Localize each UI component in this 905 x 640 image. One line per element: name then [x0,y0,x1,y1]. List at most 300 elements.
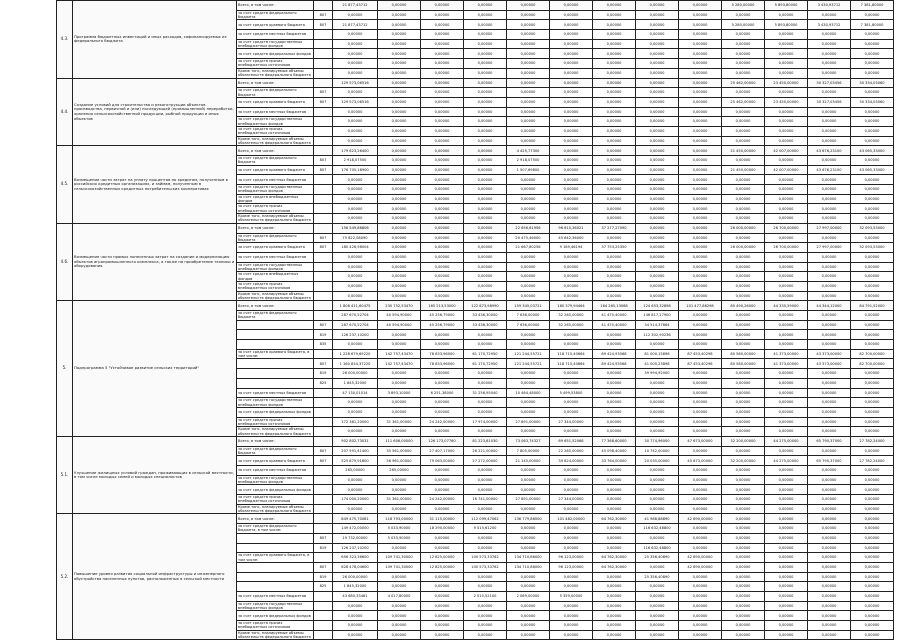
amount-cell: 0,00000 [636,582,679,592]
amount-cell: 0,00000 [550,117,593,127]
amount-cell: 0,00000 [464,243,507,253]
amount-cell: 0,00000 [507,117,550,127]
amount-cell: 30 334,03060 [851,97,894,107]
amount-cell: 0,00000 [636,194,679,204]
amount-cell: 0,00000 [636,175,679,185]
amount-cell: 109 741,30000 [378,553,421,563]
amount-cell: 0,00000 [507,78,550,88]
amount-cell: 5 280,00000 [722,20,765,30]
amount-cell: 27 344,00000 [550,495,593,505]
amount-cell: 0,00000 [593,417,636,427]
amount-cell: 0,00000 [636,10,679,20]
amount-cell: 0,00000 [593,97,636,107]
amount-cell: 0,00000 [765,417,808,427]
amount-cell: 142 757,43470 [378,349,421,359]
budget-code-cell [314,185,333,195]
amount-cell: 0,00000 [378,378,421,388]
amount-cell: 0,00000 [507,88,550,98]
amount-cell: 0,00000 [679,320,722,330]
amount-cell: 0,00000 [550,165,593,175]
amount-cell: 134 710,86000 [507,553,550,563]
amount-cell: 0,00000 [636,252,679,262]
amount-cell: 0,00000 [378,126,421,136]
funding-source-label: за счет средств местных бюджетов [237,107,314,117]
budget-code-cell [314,591,333,601]
amount-cell: 0,00000 [464,611,507,621]
amount-cell: 0,00000 [851,504,894,514]
amount-cell: 0,00000 [464,117,507,127]
amount-cell: 0,00000 [679,175,722,185]
amount-cell: 0,00000 [722,553,765,563]
amount-cell: 0,00000 [333,194,378,204]
amount-cell: 0,00000 [679,59,722,69]
amount-cell: 32 265,00000 [550,311,593,321]
amount-cell: 2 069,00000 [507,591,550,601]
amount-cell: 109 741,30000 [378,562,421,572]
section-index: 4.3. [57,1,73,79]
amount-cell: 0,00000 [550,252,593,262]
amount-cell: 0,00000 [851,582,894,592]
amount-cell: 0,00000 [765,504,808,514]
amount-cell: 0,00000 [722,39,765,49]
budget-code-cell: 807 [314,97,333,107]
amount-cell: 0,00000 [550,39,593,49]
amount-cell: 0,00000 [464,272,507,282]
amount-cell: 0,00000 [808,582,851,592]
amount-cell: 0,00000 [765,233,808,243]
amount-cell: 7 381,80000 [851,1,894,11]
amount-cell: 0,00000 [765,175,808,185]
amount-cell: 61 170,72950 [464,349,507,359]
amount-cell: 0,00000 [421,582,464,592]
amount-cell: 0,00000 [550,136,593,146]
amount-cell: 27 891,00000 [507,417,550,427]
amount-cell: 12 825,00000 [421,553,464,563]
amount-cell: 5 033,90000 [378,524,421,534]
amount-cell: 0,00000 [421,572,464,582]
amount-cell: 0,00000 [765,107,808,117]
amount-cell: 26 700,00000 [765,223,808,233]
amount-cell: 0,00000 [464,601,507,611]
amount-cell: 0,00000 [378,10,421,20]
amount-cell: 0,00000 [722,10,765,20]
amount-cell: 32 093,53000 [851,223,894,233]
amount-cell: 0,00000 [593,175,636,185]
amount-cell: 0,00000 [378,572,421,582]
amount-cell: 0,00000 [636,107,679,117]
amount-cell: 0,00000 [333,485,378,495]
amount-cell: 0,00000 [333,611,378,621]
amount-cell: 0,00000 [378,398,421,408]
amount-cell: 0,00000 [593,49,636,59]
amount-cell: 0,00000 [421,185,464,195]
amount-cell: 0,00000 [808,621,851,631]
amount-cell: 0,00000 [636,165,679,175]
amount-cell: 0,00000 [593,78,636,88]
budget-code-cell [314,514,333,524]
amount-cell: 0,00000 [679,194,722,204]
amount-cell: 0,00000 [507,185,550,195]
amount-cell: 0,00000 [636,59,679,69]
amount-cell: 5 499,53800 [550,388,593,398]
amount-cell: 0,00000 [333,340,378,350]
amount-cell: 0,00000 [421,291,464,301]
budget-code-cell: 819 [314,543,333,553]
amount-cell: 0,00000 [464,1,507,11]
amount-cell: 0,00000 [808,68,851,78]
amount-cell: 20 035,00000 [636,456,679,466]
amount-cell: 56 961,00000 [378,456,421,466]
amount-cell: 0,00000 [765,252,808,262]
amount-cell: 0,00000 [765,10,808,20]
amount-cell: 0,00000 [679,49,722,59]
amount-cell: 31 361,00000 [378,495,421,505]
amount-cell: 0,00000 [464,49,507,59]
amount-cell: 0,00000 [421,126,464,136]
amount-cell: 0,00000 [765,330,808,340]
amount-cell: 0,00000 [722,407,765,417]
amount-cell: 0,00000 [550,185,593,195]
amount-cell: 0,00000 [378,582,421,592]
amount-cell: 0,00000 [378,369,421,379]
section-name: Возмещение части прямых понесенных затрат на создание и модернизацию объектов агропромышленного комплекса, а также на приобретение техники и оборудования [73,223,237,301]
funding-source-label: за счет средств федерального бюджета, в том числе: [237,524,314,534]
amount-cell: 1 228 679,69220 [333,349,378,359]
funding-source-label: за счет средств прочих внебюджетных источников [237,495,314,505]
amount-cell: 0,00000 [421,543,464,553]
amount-cell: 30 327,03456 [808,78,851,88]
amount-cell: 0,00000 [378,630,421,640]
amount-cell: 0,00000 [421,340,464,350]
amount-cell: 0,00000 [464,39,507,49]
amount-cell: 44 275,00000 [765,456,808,466]
amount-cell: 0,00000 [593,378,636,388]
amount-cell: 26 221,00000 [464,446,507,456]
amount-cell: 0,00000 [636,39,679,49]
amount-cell: 0,00000 [464,340,507,350]
amount-cell: 0,00000 [851,233,894,243]
amount-cell: 0,00000 [851,320,894,330]
amount-cell: 179 623,26400 [333,146,378,156]
amount-cell: 0,00000 [593,59,636,69]
budget-code-cell: 807 [314,20,333,30]
amount-cell: 0,00000 [765,185,808,195]
budget-code-cell [314,407,333,417]
amount-cell: 0,00000 [808,291,851,301]
amount-cell: 0,00000 [593,136,636,146]
funding-source-label: за счет средств федерального бюджета [237,10,314,20]
amount-cell: 43 676,23100 [808,146,851,156]
amount-cell: 0,00000 [722,311,765,321]
amount-cell: 121 244,55721 [507,349,550,359]
amount-cell: 180 379,94464 [550,301,593,311]
amount-cell: 21 877,43712 [333,20,378,30]
amount-cell: 0,00000 [722,427,765,437]
amount-cell: 0,00000 [378,107,421,117]
funding-source-label: за счет средств федерального бюджета [237,446,314,456]
amount-cell: 0,00000 [421,369,464,379]
amount-cell: 0,00000 [808,417,851,427]
amount-cell: 1 845,32000 [333,582,378,592]
amount-cell: 0,00000 [550,330,593,340]
amount-cell: 0,00000 [507,369,550,379]
amount-cell: 31 361,00000 [378,417,421,427]
amount-cell: 45 098,40000 [593,446,636,456]
amount-cell: 0,00000 [808,514,851,524]
funding-source-label [237,572,314,582]
amount-cell: 0,00000 [722,398,765,408]
amount-cell: 0,00000 [679,97,722,107]
amount-cell: 0,00000 [550,281,593,291]
amount-cell: 0,00000 [636,78,679,88]
amount-cell: 64 762,30000 [593,562,636,572]
amount-cell: 0,00000 [808,185,851,195]
budget-code-cell [314,281,333,291]
budget-code-cell: 819 [314,572,333,582]
amount-cell: 43 676,23100 [808,165,851,175]
amount-cell: 165 213,53000 [421,301,464,311]
amount-cell: 0,00000 [507,194,550,204]
amount-cell: 0,00000 [421,97,464,107]
amount-cell: 0,00000 [378,475,421,485]
amount-cell: 0,00000 [722,59,765,69]
amount-cell: 0,00000 [722,214,765,224]
budget-code-cell [314,59,333,69]
budget-code-cell: 819 [314,330,333,340]
amount-cell: 0,00000 [808,524,851,534]
funding-source-label: Кроме того, планируемые объемы обязательств федерального бюджета [237,427,314,437]
amount-cell: 31 115,00000 [421,514,464,524]
funding-source-label: за счет средств государственных внебюджетных фондов [237,601,314,611]
amount-cell: 43 680,33481 [333,591,378,601]
amount-cell: 0,00000 [550,204,593,214]
amount-cell: 0,00000 [679,291,722,301]
amount-cell: 0,00000 [636,621,679,631]
amount-cell: 0,00000 [851,262,894,272]
amount-cell: 0,00000 [851,543,894,553]
budget-code-cell [314,436,333,446]
amount-cell: 0,00000 [333,136,378,146]
amount-cell: 0,00000 [765,311,808,321]
amount-cell: 0,00000 [421,78,464,88]
amount-cell: 0,00000 [333,107,378,117]
amount-cell: 0,00000 [722,107,765,117]
amount-cell: 81 000,15898 [636,349,679,359]
amount-cell: 0,00000 [333,204,378,214]
amount-cell: 0,00000 [851,630,894,640]
amount-cell: 0,00000 [765,398,808,408]
amount-cell: 10 464,48000 [507,388,550,398]
amount-cell: 0,00000 [636,49,679,59]
amount-cell: 0,00000 [808,262,851,272]
amount-cell: 0,00000 [593,107,636,117]
amount-cell: 42 890,00000 [679,553,722,563]
amount-cell: 0,00000 [851,601,894,611]
amount-cell: 0,00000 [507,475,550,485]
amount-cell: 0,00000 [765,427,808,437]
amount-cell: 0,00000 [851,39,894,49]
amount-cell: 122 873,98990 [464,301,507,311]
amount-cell: 0,00000 [507,524,550,534]
amount-cell: 0,00000 [378,78,421,88]
amount-cell: 0,00000 [464,88,507,98]
amount-cell: 0,00000 [808,281,851,291]
amount-cell: 25 462,00000 [722,97,765,107]
amount-cell: 75 622,08090 [333,233,378,243]
funding-source-label: за счет средств местных бюджетов [237,30,314,40]
amount-cell: 134 710,86000 [507,562,550,572]
amount-cell: 0,00000 [722,369,765,379]
amount-cell: 3 430,93712 [808,1,851,11]
funding-source-label: за счет средств краевого бюджета [237,20,314,30]
amount-cell: 0,00000 [421,330,464,340]
amount-cell: 0,00000 [851,204,894,214]
amount-cell: 0,00000 [679,388,722,398]
amount-cell: 0,00000 [421,272,464,282]
amount-cell: 0,00000 [464,504,507,514]
amount-cell: 0,00000 [464,582,507,592]
amount-cell: 0,00000 [593,504,636,514]
amount-cell: 0,00000 [593,591,636,601]
amount-cell: 0,00000 [378,252,421,262]
amount-cell: 0,00000 [808,611,851,621]
funding-source-label: за счет средств государственных внебюджетных фондов [237,117,314,127]
amount-cell: 0,00000 [421,1,464,11]
amount-cell: 0,00000 [464,30,507,40]
amount-cell: 0,00000 [464,252,507,262]
amount-cell: 230 752,53470 [378,301,421,311]
funding-source-label: Кроме того, планируемые объемы обязательств федерального бюджета [237,630,314,640]
amount-cell: 0,00000 [378,243,421,253]
funding-source-label: за счет средств федеральных фондов [237,49,314,59]
amount-cell: 47 673,00000 [679,436,722,446]
funding-source-label: за счет средств федерального бюджета [237,233,314,243]
amount-cell: 0,00000 [464,68,507,78]
amount-cell: 21 450,00000 [722,146,765,156]
amount-cell: 0,00000 [808,378,851,388]
amount-cell: 0,00000 [765,214,808,224]
amount-cell: 0,00000 [464,185,507,195]
amount-cell: 0,00000 [679,272,722,282]
amount-cell: 0,00000 [378,611,421,621]
amount-cell: 79 063,00000 [421,456,464,466]
amount-cell: 0,00000 [378,621,421,631]
amount-cell: 0,00000 [808,562,851,572]
amount-cell: 7 636,00000 [507,311,550,321]
amount-cell: 33 436,30000 [464,320,507,330]
amount-cell: 0,00000 [550,214,593,224]
amount-cell: 0,00000 [421,591,464,601]
amount-cell: 0,00000 [550,88,593,98]
amount-cell: 0,00000 [507,485,550,495]
amount-cell: 0,00000 [636,591,679,601]
amount-cell: 43 373,00000 [808,349,851,359]
section-name: Повышение уровня развития социальной инфраструктуры и инженерного обустройства населенных пунктов, расположенных в сельской местности [73,514,237,640]
budget-code-cell [314,262,333,272]
amount-cell: 0,00000 [333,262,378,272]
amount-cell: 0,00000 [808,495,851,505]
amount-cell: 0,00000 [333,185,378,195]
amount-cell: 0,00000 [765,340,808,350]
budget-code-cell: 807 [314,243,333,253]
amount-cell: 19 732,00000 [333,533,378,543]
amount-cell: 0,00000 [851,185,894,195]
amount-cell: 0,00000 [421,88,464,98]
amount-cell: 21 877,43712 [333,1,378,11]
amount-cell: 126 237,10200 [333,330,378,340]
amount-cell: 0,00000 [593,1,636,11]
amount-cell: 0,00000 [679,601,722,611]
amount-cell: 0,00000 [421,243,464,253]
amount-cell: 26 000,00000 [722,223,765,233]
amount-cell: 0,00000 [808,630,851,640]
amount-cell: 0,00000 [722,543,765,553]
amount-cell: 0,00000 [593,427,636,437]
funding-source-label: за счет средств прочих внебюджетных источников [237,417,314,427]
amount-cell: 5 280,00000 [722,1,765,11]
amount-cell: 0,00000 [636,1,679,11]
funding-source-label [237,562,314,572]
amount-cell: 0,00000 [378,281,421,291]
amount-cell: 96 123,00000 [550,553,593,563]
amount-cell: 0,00000 [636,88,679,98]
amount-cell: 0,00000 [464,156,507,166]
amount-cell: 0,00000 [421,475,464,485]
amount-cell: 0,00000 [765,291,808,301]
amount-cell: 9 515,61200 [464,524,507,534]
amount-cell: 0,00000 [421,485,464,495]
amount-cell: 0,00000 [333,10,378,20]
amount-cell: 0,00000 [550,126,593,136]
amount-cell: 101 477,86298 [679,301,722,311]
amount-cell: 0,00000 [808,572,851,582]
amount-cell: 2 010,52100 [464,591,507,601]
amount-cell: 12 825,00000 [421,562,464,572]
budget-code-cell: 819 [314,369,333,379]
amount-cell: 0,00000 [507,10,550,20]
amount-cell: 0,00000 [722,340,765,350]
amount-cell: 0,00000 [765,204,808,214]
amount-cell: 0,00000 [765,621,808,631]
funding-source-label: за счет средств прочих внебюджетных источников [237,59,314,69]
amount-cell: 0,00000 [765,514,808,524]
amount-cell: 43 065,33000 [851,165,894,175]
amount-cell: 45 256,79000 [421,311,464,321]
amount-cell: 0,00000 [679,146,722,156]
amount-cell: 0,00000 [808,107,851,117]
amount-cell: 0,00000 [378,156,421,166]
funding-source-label: за счет средств местных бюджетов [237,591,314,601]
amount-cell: 100 573,33762 [464,553,507,563]
amount-cell: 0,00000 [636,262,679,272]
amount-cell: 0,00000 [507,504,550,514]
budget-code-cell [314,146,333,156]
funding-source-label: за счет средств федеральных фондов [237,611,314,621]
amount-cell: 0,00000 [808,204,851,214]
amount-cell: 35 561,00000 [378,446,421,456]
amount-cell: 0,00000 [550,504,593,514]
amount-cell: 0,00000 [636,281,679,291]
amount-cell: 0,00000 [679,543,722,553]
budget-code-cell [314,485,333,495]
amount-cell: 0,00000 [636,156,679,166]
amount-cell: 0,00000 [421,10,464,20]
amount-cell: 0,00000 [851,68,894,78]
amount-cell: 0,00000 [333,427,378,437]
amount-cell: 0,00000 [378,262,421,272]
amount-cell: 0,00000 [464,165,507,175]
amount-cell: 61 170,72950 [464,359,507,369]
